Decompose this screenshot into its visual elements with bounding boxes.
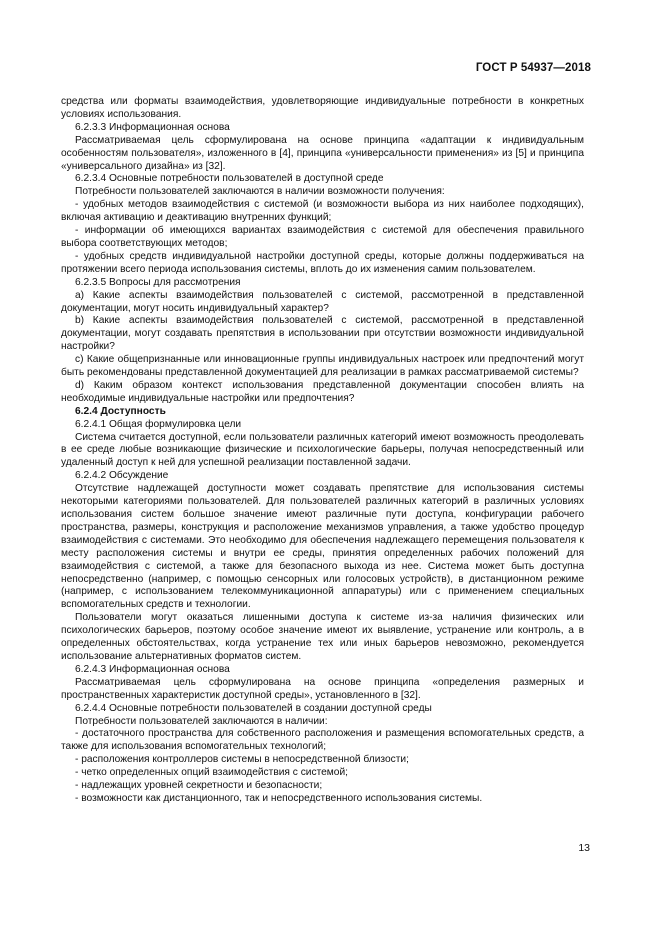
document-body xyxy=(61,96,584,806)
list-item: - информации об имеющихся вариантах взаимодействия с системой для обеспечения правильного выбора соответствующих методов; xyxy=(61,225,584,249)
section-heading-6-2-4-2: 6.2.4.2 Обсуждение xyxy=(75,470,169,482)
paragraph: Потребности пользователей заключаются в наличии: xyxy=(75,715,328,727)
question-d: d) Каким образом контекст использования представленной документации способен влиять на необходимые индивидуальные настройки или предпочтения? xyxy=(61,379,584,404)
question-c: c) Какие общепризнанные или инновационные группы индивидуальных настроек или предпочтений могут быть рекомендованы представленной документацией для реализации в рамках рассматриваемой системы? xyxy=(61,354,584,379)
list-item: - достаточного пространства для собственного расположения и размещения вспомогательных средств, а также для использования вспомогательных технологий; xyxy=(61,728,584,753)
paragraph: Отсутствие надлежащей доступности может создавать препятствие для использования системы некоторыми категориями пользователей. Для пользователей различных категорий в различных условиях использования систем большое значение имеют различные пути доступа, конфигурации рабочего пространства, размеры, конструкция и расположение механизмов управления, а также удобство процедур взаимодействия с системами. Это необходимо для обеспечения надлежащего перемещения пользователя к месту расположения системы и внутри ее среды, принятия определенных рабочих положений для взаимодействия с системой, а также для безопасного выхода из нее. Система может быть доступна непосредственно (например, с помощью сенсорных или голосовых устройств), в дистанционном режиме (например, с использованием телекоммуникационной аппаратуры) или с применением специальных вспомогательных средств и технологии. xyxy=(61,483,584,611)
question-b: b) Какие аспекты взаимодействия пользователей с системой, рассмотренной в представленной документации, могут создавать препятствия в использовании при отсутствии возможности индивидуальной настройки? xyxy=(61,315,584,353)
document-code: ГОСТ Р 54937—2018 xyxy=(475,62,591,74)
question-a: a) Какие аспекты взаимодействия пользователей с системой, рассмотренной в представленной документации, могут носить индивидуальный характер? xyxy=(61,289,584,314)
section-heading-6-2-4-1: 6.2.4.1 Общая формулировка цели xyxy=(75,418,242,430)
list-item: - удобных методов взаимодействия с системой (и возможности выбора из них наиболее подходящих), включая активацию и деактивацию внутренних функций; xyxy=(61,199,584,224)
paragraph: Пользователи могут оказаться лишенными доступа к системе из-за наличия физических или психологических барьеров, поэтому особое значение имеют их выявление, устранение или контроль, а в определенных обстоятельствах, когда устранение тех или иных барьеров невозможно, рекомендуется использование альтернативных форматов систем. xyxy=(61,612,584,662)
paragraph-continuation: средства или форматы взаимодействия, удовлетворяющие индивидуальные потребности в конкретных условиях использования. xyxy=(61,96,584,120)
paragraph: Система считается доступной, если пользователи различных категорий имеют возможность преодолевать в ее среде любые возникающие физические и психологические барьеры, получая непосредственный или удаленный доступ к ней для успешной реализации поставленной задачи. xyxy=(61,431,584,469)
section-heading-6-2-4: 6.2.4 Доступность xyxy=(75,405,166,417)
list-item: - четко определенных опций взаимодействия с системой; xyxy=(75,767,348,779)
section-heading-6-2-3-4: 6.2.3.4 Основные потребности пользователей в доступной среде xyxy=(75,173,384,185)
list-item: - возможности как дистанционного, так и непосредственного использования системы. xyxy=(75,792,483,804)
section-heading-6-2-3-3: 6.2.3.3 Информационная основа xyxy=(75,121,230,133)
list-item: - расположения контроллеров системы в непосредственной близости; xyxy=(75,754,409,766)
list-item: - надлежащих уровней секретности и безопасности; xyxy=(75,780,323,792)
page-number: 13 xyxy=(578,842,590,854)
paragraph: Рассматриваемая цель сформулирована на основе принципа «адаптации к индивидуальным особенностям пользователя», изложенного в [4], принципа «универсальности применения» из [5] и принципа «универсального дизайна» из [32]. xyxy=(61,134,584,172)
section-heading-6-2-4-3: 6.2.4.3 Информационная основа xyxy=(75,663,230,675)
section-heading-6-2-3-5: 6.2.3.5 Вопросы для рассмотрения xyxy=(75,276,241,288)
list-item: - удобных средств индивидуальной настройки доступной среды, которые должны поддерживаться на протяжении всего периода использования системы, вплоть до их изменения самим пользователем. xyxy=(61,250,584,275)
section-heading-6-2-4-4: 6.2.4.4 Основные потребности пользователей в создании доступной среды xyxy=(75,702,432,714)
paragraph: Потребности пользователей заключаются в наличии возможности получения: xyxy=(75,186,445,198)
paragraph: Рассматриваемая цель сформулирована на основе принципа «определения размерных и пространственных характеристик доступной среды», установленного в [32]. xyxy=(61,676,584,701)
